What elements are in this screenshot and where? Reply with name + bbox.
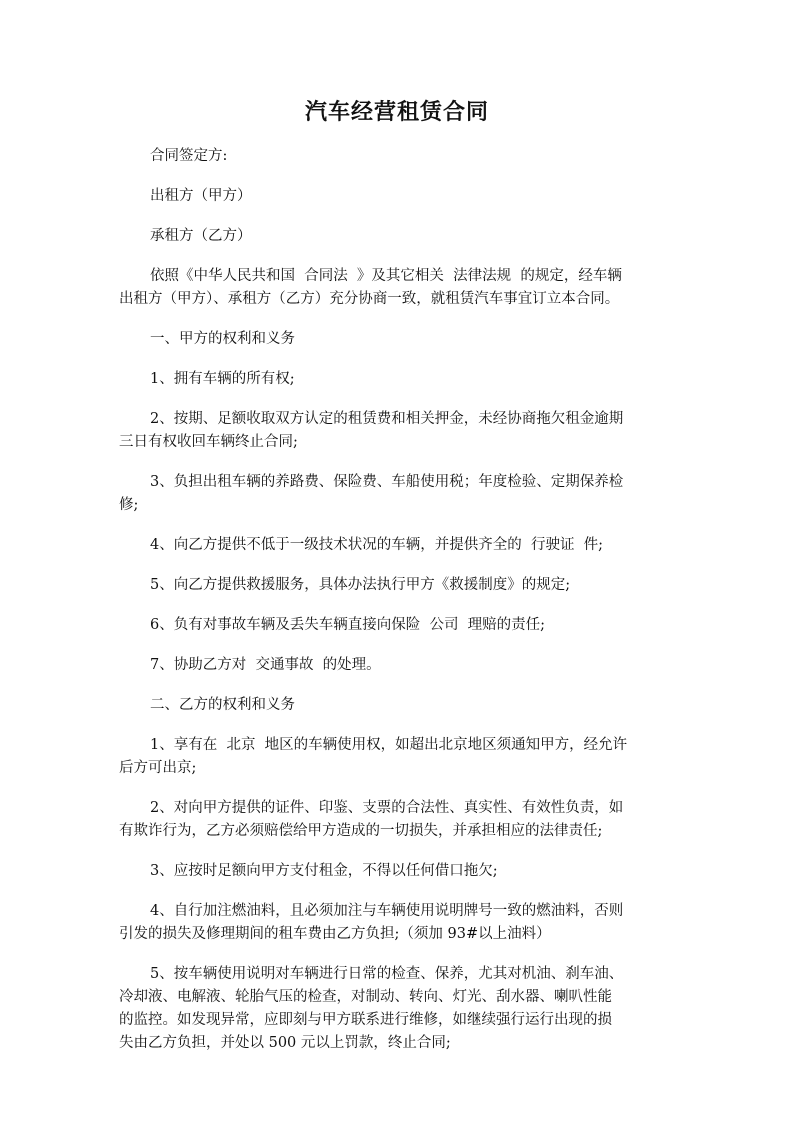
paragraph — [119, 471, 679, 517]
paragraph-line: 有欺诈行为，乙方必须赔偿给甲方造成的一切损失，并承担相应的法律责任; — [119, 823, 603, 839]
paragraph — [119, 408, 679, 454]
paragraph — [119, 574, 679, 597]
paragraph-line: 失由乙方负担，并处以 500 元以上罚款，终止合同; — [119, 1035, 451, 1051]
paragraph — [119, 900, 679, 946]
paragraph — [119, 534, 679, 557]
paragraph — [119, 734, 679, 780]
paragraph-line: 3、负担出租车辆的养路费、保险费、车船使用税；年度检验、定期保养检 — [150, 474, 624, 490]
paragraph — [119, 185, 679, 208]
paragraph-line: 2、按期、足额收取双方认定的租赁费和相关押金，未经协商拖欠租金逾期 — [150, 411, 624, 427]
paragraph — [119, 225, 679, 248]
paragraph-line: 二、乙方的权利和义务 — [150, 697, 295, 713]
paragraph-line: 一、甲方的权利和义务 — [150, 331, 295, 347]
paragraph-line: 2、对向甲方提供的证件、印鉴、支票的合法性、真实性、有效性负责，如 — [150, 800, 624, 816]
paragraph-line: 4、向乙方提供不低于一级技术状况的车辆，并提供齐全的 行驶证 件; — [150, 537, 604, 553]
paragraph-line: 1、拥有车辆的所有权; — [150, 371, 295, 387]
paragraph — [119, 328, 679, 351]
paragraph — [119, 654, 679, 677]
paragraph-line: 4、自行加注燃油料，且必须加注与车辆使用说明牌号一致的燃油料，否则 — [150, 903, 624, 919]
paragraph-line: 承租方（乙方） — [150, 228, 252, 244]
paragraph — [119, 145, 679, 168]
paragraph-line: 后方可出京; — [119, 760, 197, 776]
paragraph-line: 引发的损失及修理期间的租车费由乙方负担;（须加 93#以上油料） — [119, 926, 551, 942]
document-body — [119, 145, 679, 1072]
paragraph-line: 3、应按时足额向甲方支付租金，不得以任何借口拖欠; — [150, 863, 498, 879]
paragraph — [119, 797, 679, 843]
paragraph-line: 三日有权收回车辆终止合同; — [119, 434, 298, 450]
paragraph — [119, 265, 679, 311]
paragraph — [119, 860, 679, 883]
paragraph — [119, 694, 679, 717]
paragraph — [119, 963, 679, 1055]
paragraph-line: 5、按车辆使用说明对车辆进行日常的检查、保养，尤其对机油、刹车油、 — [150, 966, 624, 982]
paragraph-line: 出租方（甲方）、承租方（乙方）充分协商一致，就租赁汽车事宜订立本合同。 — [119, 291, 620, 307]
paragraph-line: 出租方（甲方） — [150, 188, 252, 204]
document-title: 汽车经营租赁合同 — [304, 99, 489, 125]
paragraph-line: 修; — [119, 497, 139, 513]
paragraph-line: 依照《中华人民共和国 合同法 》及其它相关 法律法规 的规定，经车辆 — [150, 268, 622, 284]
paragraph-line: 合同签定方: — [150, 148, 228, 164]
paragraph-line: 1、享有在 北京 地区的车辆使用权，如超出北京地区须通知甲方，经允许 — [150, 737, 628, 753]
paragraph — [119, 614, 679, 637]
paragraph — [119, 368, 679, 391]
paragraph-line: 冷却液、电解液、轮胎气压的检查，对制动、转向、灯光、刮水器、喇叭性能 — [119, 989, 612, 1005]
paragraph-line: 6、负有对事故车辆及丢失车辆直接向保险 公司 理赔的责任; — [150, 617, 546, 633]
paragraph-line: 5、向乙方提供救援服务，具体办法执行甲方《救援制度》的规定; — [150, 577, 571, 593]
paragraph-line: 的监控。如发现异常，应即刻与甲方联系进行维修，如继续强行运行出现的损 — [119, 1012, 612, 1028]
paragraph-line: 7、协助乙方对 交通事故 的处理。 — [150, 657, 381, 673]
